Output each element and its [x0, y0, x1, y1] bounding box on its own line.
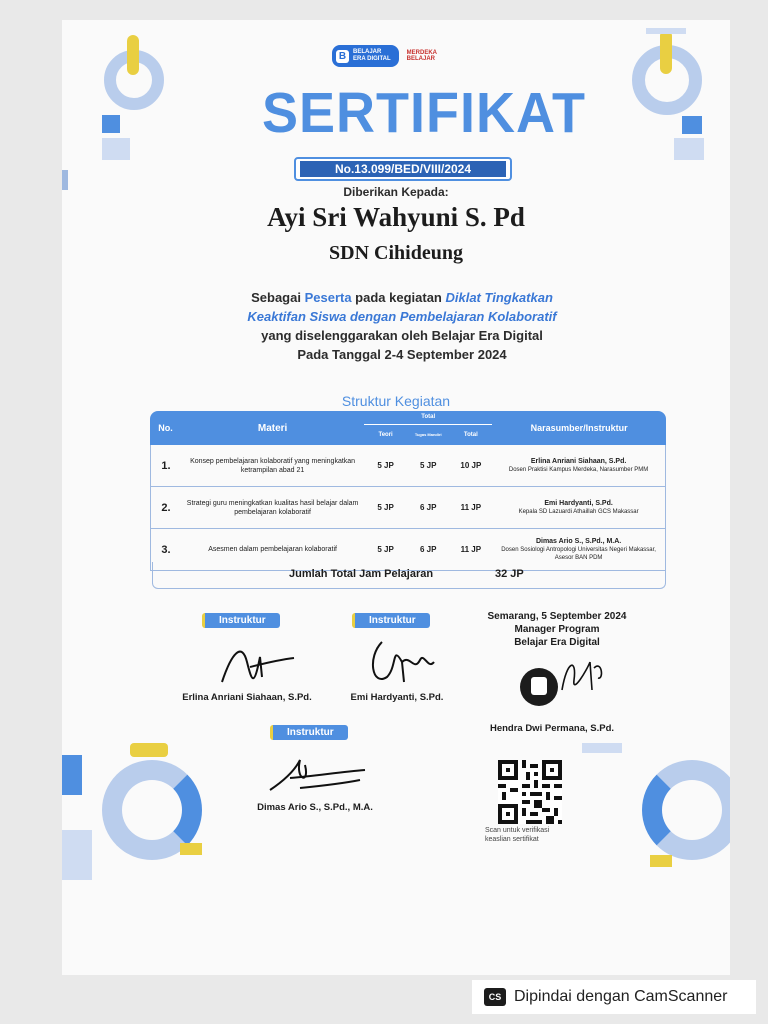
- recipient-name: Ayi Sri Wahyuni S. Pd: [267, 202, 525, 232]
- top-left-decoration: [62, 20, 182, 190]
- certificate-title: SERTIFIKAT: [262, 81, 586, 145]
- camscanner-watermark: [472, 980, 756, 1014]
- manager-name: Hendra Dwi Permana, S.Pd.: [489, 723, 615, 734]
- header-total-group: Total: [364, 411, 492, 425]
- header-teori: Teori: [364, 425, 407, 445]
- certificate-description: Sebagai Peserta pada kegiatan Diklat Tingkatkan Keaktifan Siswa dengan Pembelajaran Kolaboratif yang diselenggarakan oleh Belajar Era Digital Pada Tanggal 2-4 September 2024: [247, 290, 557, 362]
- signature-2-name: Emi Hardyanti, S.Pd.: [350, 692, 444, 703]
- total-hours-label: Jumlah Total Jam Pelajaran: [289, 568, 434, 580]
- qr-caption: Scan untuk verifikasi keaslian sertifikat: [485, 827, 550, 843]
- table-row: 2. Strategi guru meningkatkan kualitas hasil belajar dalam pembelajaran kolaboratif 5 JP 6 JP 11 JP Emi Hardyanti, S.Pd. Kepala SD Lazuardi Athaillah GCS Makassar: [150, 487, 666, 529]
- total-hours-row: [152, 562, 666, 589]
- manager-signature: [532, 650, 612, 700]
- manager-title: Manager Program: [514, 624, 600, 635]
- place-date: Semarang, 5 September 2024: [487, 611, 627, 622]
- header-no: No.: [150, 411, 181, 445]
- manager-block: [462, 610, 652, 649]
- certificate-number: No.13.099/BED/VIII/2024: [300, 161, 506, 177]
- certificate-page: [62, 20, 730, 975]
- manager-org: Belajar Era Digital: [514, 637, 600, 648]
- header-narasumber: Narasumber/Instruktur: [492, 411, 666, 445]
- certificate-number-badge: [294, 157, 512, 181]
- verification-qr-code[interactable]: [498, 760, 562, 824]
- camscanner-logo-icon: CS: [484, 988, 506, 1006]
- belajar-era-digital-logo: B BELAJAR ERA DIGITAL: [332, 45, 399, 67]
- instructor-tag-2: Instruktur: [352, 613, 430, 628]
- signature-3-name: Dimas Ario S., S.Pd., M.A.: [257, 802, 373, 813]
- given-to-label: Diberikan Kepada:: [343, 185, 449, 199]
- header-total: Total: [450, 425, 493, 445]
- signature-1: [202, 632, 302, 692]
- schedule-title: Struktur Kegiatan: [341, 393, 451, 409]
- table-row: 1. Konsep pembelajaran kolaboratif yang meningkatkan ketrampilan abad 21 5 JP 5 JP 10 JP Erlina Anriani Siahaan, S.Pd. Dosen Praktisi Kampus Merdeka, Narasumber PMM: [150, 445, 666, 487]
- header-tugas: Tugas Mandiri: [407, 425, 450, 445]
- recipient-school: SDN Cihideung: [329, 242, 463, 264]
- schedule-table: [150, 411, 666, 571]
- bottom-right-decoration: [622, 735, 730, 895]
- camscanner-text: Dipindai dengan CamScanner: [514, 988, 728, 1005]
- signature-2: [362, 632, 442, 694]
- instructor-tag-1: Instruktur: [202, 613, 280, 628]
- merdeka-belajar-logo: MERDEKA BELAJAR: [406, 50, 438, 62]
- table-row: 3. Asesmen dalam pembelajaran kolaboratif 5 JP 6 JP 11 JP Dimas Ario S., S.Pd., M.A. Dosen Sosiologi Antropologi Universitas Negeri Makassar, Asesor BAN PDM: [150, 529, 666, 571]
- bottom-left-decoration: [62, 735, 232, 895]
- signature-3: [260, 750, 370, 800]
- signature-1-name: Erlina Anriani Siahaan, S.Pd.: [182, 692, 312, 703]
- brand-header: [332, 45, 437, 67]
- total-hours-value: 32 JP: [495, 568, 524, 580]
- top-right-decoration: [622, 20, 730, 190]
- instructor-tag-3: Instruktur: [270, 725, 348, 740]
- header-materi: Materi: [181, 411, 364, 445]
